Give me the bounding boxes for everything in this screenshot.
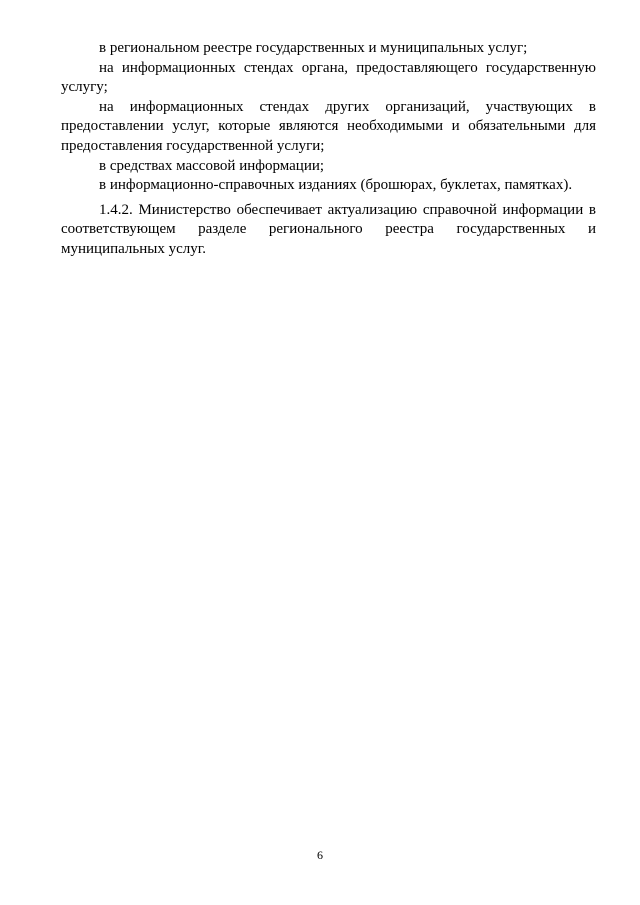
list-item-agency-stands: на информационных стендах органа, предоставляющего государственную услугу;: [61, 59, 596, 96]
document-body: [61, 39, 596, 260]
list-item-regional-registry: в региональном реестре государственных и муниципальных услуг;: [99, 40, 528, 56]
clause-1-4-2: 1.4.2. Министерство обеспечивает актуализацию справочной информации в соответствующем разделе регионального реестра государственных и муниципальных услуг.: [61, 201, 596, 257]
list-item-reference-publications: в информационно-справочных изданиях (брошюрах, буклетах, памятках).: [99, 177, 573, 194]
page-number: 6: [317, 848, 323, 862]
list-item-other-organizations-stands: на информационных стендах других организаций, участвующих в предоставлении услуг, которые являются необходимыми и обязательными для предоставления государственной услуги;: [61, 98, 596, 154]
list-item-mass-media: в средствах массовой информации;: [99, 157, 325, 174]
